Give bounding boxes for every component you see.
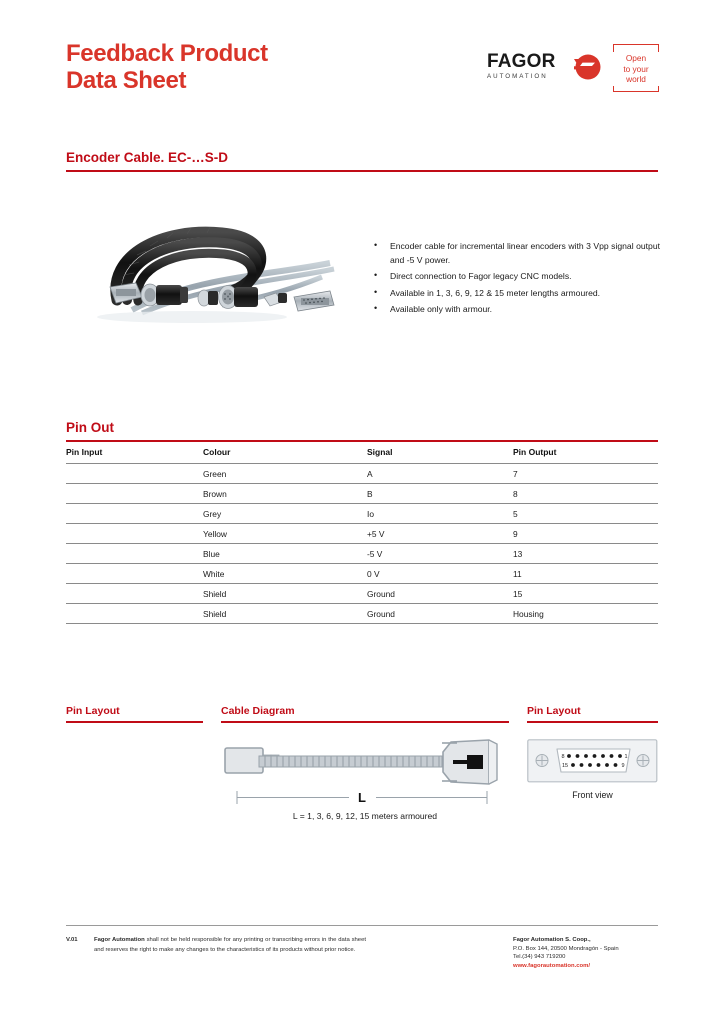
- footer-contact-block: [513, 936, 683, 970]
- list-item: • Available in 1, 3, 6, 9, 12 & 15 meter lengths armoured.: [368, 287, 660, 301]
- pinout-section-title: [66, 420, 658, 442]
- company-website-link[interactable]: www.fagorautomation.com/: [513, 962, 591, 969]
- cell-pin-output: 15: [513, 584, 658, 604]
- badge-line3: world: [626, 74, 646, 85]
- cable-diagram-title: [221, 705, 509, 723]
- page-header: [0, 0, 724, 130]
- dsub-pin-label-bottom-left: 15: [561, 763, 569, 769]
- pinout-title-text: Pin Out: [66, 420, 114, 435]
- company-phone: Tel.(34) 943 719200: [513, 954, 566, 961]
- cell-pin-input: [66, 564, 203, 584]
- cell-pin-input: [66, 604, 203, 624]
- footer-divider: [66, 925, 658, 926]
- cell-pin-output: 5: [513, 504, 658, 524]
- cell-pin-output: 8: [513, 484, 658, 504]
- product-section-title-text: Encoder Cable. EC-…S-D: [66, 150, 229, 165]
- table-row: [66, 464, 658, 484]
- table-row: [66, 604, 658, 624]
- disclaimer-body: shall not be held responsible for any printing or transcribing errors in the data sheet and reserves the right to make any changes to the characteristics of its products without prior notice.: [94, 937, 366, 953]
- pinout-title-rule: [66, 440, 658, 442]
- cable-diagram-figure: [221, 736, 509, 808]
- page-title: [66, 40, 268, 94]
- company-name: Fagor Automation S. Coop.,: [513, 937, 591, 943]
- cable-diagram-title-text: Cable Diagram: [221, 705, 295, 717]
- disclaimer-company-name: Fagor Automation: [94, 937, 145, 943]
- cell-signal: Ground: [367, 604, 513, 624]
- cell-colour: Grey: [203, 504, 367, 524]
- cell-pin-input: [66, 584, 203, 604]
- cell-signal: A: [367, 464, 513, 484]
- cell-pin-input: [66, 524, 203, 544]
- pin-layout-left-title-text: Pin Layout: [66, 705, 120, 717]
- dsub-connector-front-view: [527, 739, 658, 783]
- table-header-row: [66, 444, 658, 464]
- cell-signal: Ground: [367, 584, 513, 604]
- column-header-pin-input: Pin Input: [66, 444, 203, 464]
- fagor-logo: [487, 44, 659, 92]
- table-row: [66, 544, 658, 564]
- dsub-view-caption: Front view: [572, 790, 613, 800]
- cell-colour: Green: [203, 464, 367, 484]
- cell-pin-output: Housing: [513, 604, 658, 624]
- pin-layout-right-title: [527, 705, 658, 723]
- dsub-pin-label-top-left: 8: [561, 754, 565, 760]
- cell-colour: Blue: [203, 544, 367, 564]
- cell-colour: Yellow: [203, 524, 367, 544]
- cell-pin-output: 13: [513, 544, 658, 564]
- pin-layout-right-title-text: Pin Layout: [527, 705, 581, 717]
- table-row: [66, 504, 658, 524]
- cable-diagram-rule: [221, 721, 509, 723]
- table-row: [66, 564, 658, 584]
- product-feature-list: [368, 240, 660, 320]
- table-row: [66, 584, 658, 604]
- cell-signal: B: [367, 484, 513, 504]
- table-row: [66, 484, 658, 504]
- cell-colour: Brown: [203, 484, 367, 504]
- cell-pin-input: [66, 464, 203, 484]
- badge-line2: to your: [623, 63, 649, 74]
- cell-pin-input: [66, 504, 203, 524]
- document-version: V.01: [66, 937, 78, 943]
- page-title-line2: Data Sheet: [66, 67, 187, 94]
- pin-layout-left-title: [66, 705, 203, 723]
- cable-diagram-caption: L = 1, 3, 6, 9, 12, 15 meters armoured: [292, 811, 438, 821]
- cable-length-symbol: L: [358, 790, 366, 805]
- section-title-rule: [66, 170, 658, 172]
- pinout-table: [66, 444, 658, 624]
- badge-line1: Open: [625, 53, 647, 63]
- cell-pin-output: 11: [513, 564, 658, 584]
- fagor-brand-text: FAGOR: [487, 51, 556, 72]
- disclaimer-text: [94, 936, 366, 955]
- pinout-table-body: [66, 464, 658, 624]
- page-title-line1: Feedback Product: [66, 40, 268, 67]
- dsub-pin-label-top-right: 1: [624, 754, 628, 760]
- footer-disclaimer-block: [66, 936, 366, 955]
- column-header-signal: Signal: [367, 444, 513, 464]
- pin-layout-left-rule: [66, 721, 203, 723]
- column-header-colour: Colour: [203, 444, 367, 464]
- cell-colour: Shield: [203, 604, 367, 624]
- table-row: [66, 524, 658, 544]
- pin-layout-right-rule: [527, 721, 658, 723]
- list-item: • Encoder cable for incremental linear encoders with 3 Vpp signal output and -5 V power.: [368, 240, 660, 267]
- fagor-brand-subtext: AUTOMATION: [487, 73, 548, 80]
- product-section-title: [66, 150, 658, 172]
- cell-pin-input: [66, 484, 203, 504]
- fagor-red-circle-icon: [573, 53, 601, 81]
- pinout-table-head: [66, 444, 658, 464]
- cell-pin-output: 7: [513, 464, 658, 484]
- fagor-wordmark: [487, 52, 571, 81]
- cell-signal: -5 V: [367, 544, 513, 564]
- badge-text: [613, 52, 659, 86]
- cell-signal: 0 V: [367, 564, 513, 584]
- company-address: P.O. Box 144, 20500 Mondragón - Spain: [513, 945, 619, 952]
- column-header-pin-output: Pin Output: [513, 444, 658, 464]
- cell-signal: Io: [367, 504, 513, 524]
- dsub-pin-label-bottom-right: 9: [621, 763, 625, 769]
- cell-signal: +5 V: [367, 524, 513, 544]
- feature-bullets: [368, 240, 660, 317]
- open-to-your-world-badge: [613, 44, 659, 92]
- cell-pin-input: [66, 544, 203, 564]
- cell-pin-output: 9: [513, 524, 658, 544]
- list-item: • Available only with armour.: [368, 303, 660, 317]
- cell-colour: White: [203, 564, 367, 584]
- list-item: • Direct connection to Fagor legacy CNC models.: [368, 270, 660, 284]
- cell-colour: Shield: [203, 584, 367, 604]
- encoder-cable-product-photo: [72, 205, 357, 330]
